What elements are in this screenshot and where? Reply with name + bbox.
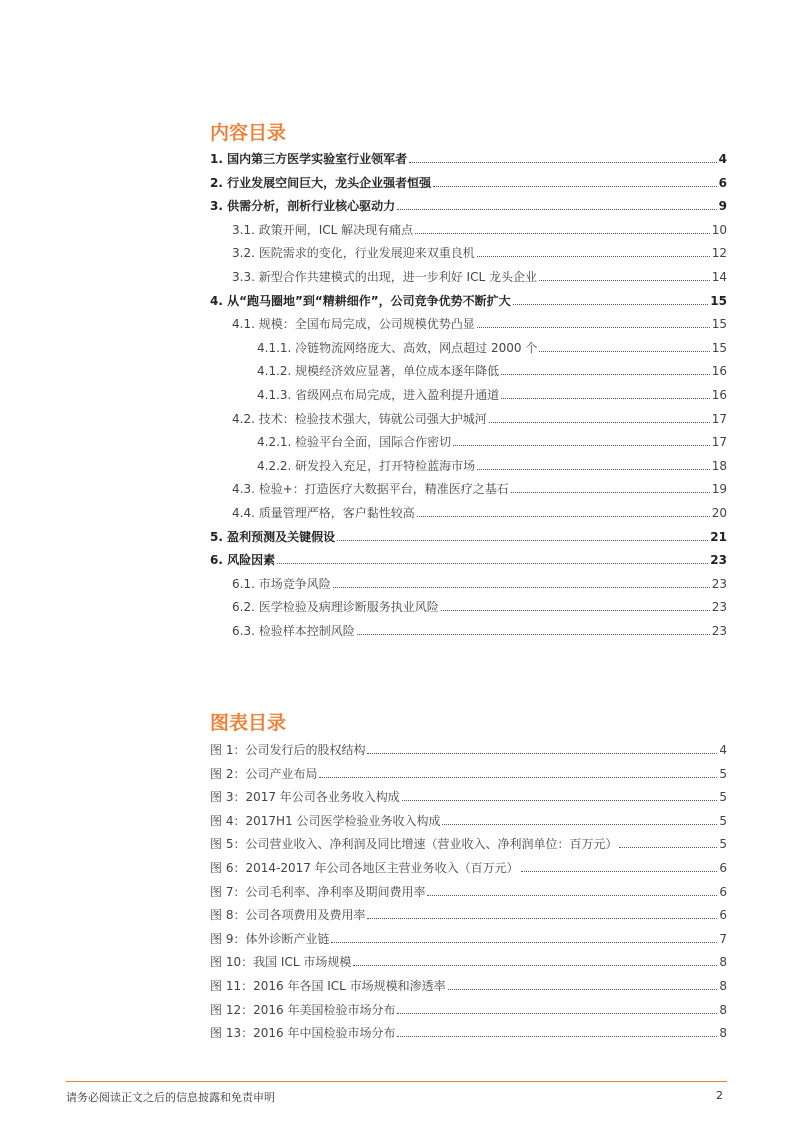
figure-entry-label: 图 4：2017H1 公司医学检验业务收入构成 <box>210 813 441 828</box>
dot-leader <box>448 989 718 990</box>
toc-entry-label: 6.1. 市场竞争风险 <box>232 576 331 591</box>
figure-entry[interactable] <box>210 975 727 993</box>
toc-entry[interactable] <box>232 573 727 591</box>
toc-entry[interactable] <box>210 148 727 166</box>
figure-entry[interactable] <box>210 904 727 922</box>
dot-leader <box>319 777 717 778</box>
figure-entry-label: 图 2：公司产业布局 <box>210 766 318 781</box>
figure-entry[interactable] <box>210 928 727 946</box>
dot-leader <box>619 847 717 848</box>
toc-entry-page: 19 <box>711 482 727 497</box>
figure-entry-label: 图 6：2014-2017 年公司各地区主营业务收入（百万元） <box>210 861 519 875</box>
figure-entry[interactable] <box>210 951 727 969</box>
figure-entry-label: 图 13：2016 年中国检验市场分布 <box>210 1026 396 1041</box>
figure-entry-page: 6 <box>719 861 727 875</box>
figure-entry[interactable] <box>210 1022 727 1040</box>
figure-entry-label: 图 7：公司毛利率、净利率及期间费用率 <box>210 884 426 899</box>
figure-entry-label: 图 3：2017 年公司各业务收入构成 <box>210 790 400 805</box>
dot-leader <box>277 563 708 564</box>
toc-entry-label: 4.1.3. 省级网点布局完成，进入盈利提升通道 <box>257 388 500 402</box>
figure-entry[interactable] <box>210 833 727 851</box>
dot-leader <box>433 186 717 187</box>
dot-leader <box>513 304 709 305</box>
toc-entry[interactable] <box>232 219 727 237</box>
footer-page-number: 2 <box>716 1089 723 1102</box>
figure-list-title: 图表目录 <box>210 712 287 734</box>
toc-entry-label: 6. 风险因素 <box>210 553 276 568</box>
toc-entry-page: 23 <box>711 576 727 591</box>
toc-entry-page: 23 <box>710 553 727 568</box>
toc-entry-page: 15 <box>711 340 727 355</box>
toc-entry[interactable] <box>232 478 727 496</box>
toc-entry[interactable] <box>257 431 727 449</box>
toc-entry-page: 12 <box>711 246 727 261</box>
dot-leader <box>441 610 710 611</box>
footer-divider <box>66 1081 727 1082</box>
toc-entry-label: 1. 国内第三方医学实验室行业领军者 <box>210 152 408 166</box>
dot-leader <box>353 965 717 966</box>
figure-entry[interactable] <box>210 857 727 875</box>
toc-entry-label: 3.2. 医院需求的变化，行业发展迎来双重良机 <box>232 246 475 261</box>
toc-entry-page: 20 <box>711 506 727 520</box>
toc-entry-page: 16 <box>711 388 727 402</box>
figure-entry-page: 5 <box>719 766 727 781</box>
toc-entry[interactable] <box>232 502 727 520</box>
toc-entry-label: 4.4. 质量管理严格，客户黏性较高 <box>232 506 415 520</box>
toc-entry-label: 3. 供需分析，剖析行业核心驱动力 <box>210 199 396 214</box>
dot-leader <box>397 1036 717 1037</box>
figure-entry-label: 图 1：公司发行后的股权结构 <box>210 743 366 757</box>
toc-entry-page: 15 <box>710 293 727 308</box>
toc-entry-label: 4.2.2. 研发投入充足，打开特检蓝海市场 <box>257 458 476 473</box>
dot-leader <box>539 351 709 352</box>
dot-leader <box>367 753 717 754</box>
figure-entry-page: 8 <box>719 955 727 970</box>
figure-entry-page: 4 <box>719 743 727 757</box>
toc-entry-page: 17 <box>711 435 727 450</box>
toc-entry-label: 4.2. 技术：检验技术强大，铸就公司强大护城河 <box>232 411 487 426</box>
figure-entry-page: 5 <box>719 813 727 828</box>
figure-entry-page: 6 <box>719 908 727 923</box>
dot-leader <box>477 469 710 470</box>
toc-entry-label: 4.3. 检验+：打造医疗大数据平台，精准医疗之基石 <box>232 482 509 497</box>
toc-entry-label: 4.1. 规模：全国布局完成，公司规模优势凸显 <box>232 317 475 332</box>
toc-entry-page: 16 <box>711 364 727 379</box>
figure-entry-page: 8 <box>719 979 727 993</box>
toc-entry-label: 5. 盈利预测及关键假设 <box>210 529 336 544</box>
dot-leader <box>337 540 708 541</box>
toc-entry-page: 21 <box>710 529 727 544</box>
toc-entry-page: 4 <box>718 152 727 166</box>
figure-entry-page: 8 <box>719 1002 727 1017</box>
dot-leader <box>397 209 717 210</box>
dot-leader <box>477 327 710 328</box>
toc-entry-label: 2. 行业发展空间巨大，龙头企业强者恒强 <box>210 175 432 190</box>
dot-leader <box>501 398 710 399</box>
toc-entry-page: 23 <box>711 600 727 615</box>
dot-leader <box>501 374 710 375</box>
toc-entry-label: 3.3. 新型合作共建模式的出现，进一步利好 ICL 龙头企业 <box>232 270 537 284</box>
toc-entry[interactable] <box>257 337 727 355</box>
dot-leader <box>367 918 717 919</box>
toc-entry[interactable] <box>210 549 727 567</box>
toc-entry-label: 4. 从“跑马圈地”到“精耕细作”，公司竞争优势不断扩大 <box>210 293 511 308</box>
toc-entry-label: 4.1.2. 规模经济效应显著，单位成本逐年降低 <box>257 364 500 379</box>
toc-entry-label: 3.1. 政策开闸，ICL 解决现有痛点 <box>232 222 414 237</box>
toc-entry[interactable] <box>232 313 727 331</box>
figure-entry-label: 图 8：公司各项费用及费用率 <box>210 908 366 923</box>
dot-leader <box>402 800 718 801</box>
figure-entry[interactable] <box>210 881 727 899</box>
toc-entry[interactable] <box>232 242 727 260</box>
figure-entry-label: 图 5：公司营业收入、净利润及同比增速（营业收入、净利润单位：百万元） <box>210 837 618 852</box>
toc-title: 内容目录 <box>210 122 287 144</box>
toc-entry-page: 9 <box>718 199 727 214</box>
figure-entry-label: 图 11：2016 年各国 ICL 市场规模和渗透率 <box>210 979 446 993</box>
toc-entry[interactable] <box>257 455 727 473</box>
toc-entry-page: 23 <box>711 624 727 638</box>
figure-entry[interactable] <box>210 786 727 804</box>
toc-entry[interactable] <box>232 266 727 284</box>
dot-leader <box>409 162 717 163</box>
toc-entry-page: 10 <box>711 222 727 237</box>
figure-entry[interactable] <box>210 763 727 781</box>
toc-entry[interactable] <box>232 408 727 426</box>
toc-entry[interactable] <box>257 384 727 402</box>
figure-entry-page: 6 <box>719 884 727 899</box>
dot-leader <box>453 445 710 446</box>
figure-entry-page: 7 <box>719 931 727 946</box>
figure-entry-page: 5 <box>719 837 727 852</box>
toc-entry-page: 18 <box>711 458 727 473</box>
dot-leader <box>521 871 718 872</box>
dot-leader <box>357 634 710 635</box>
figure-entry[interactable] <box>210 739 727 757</box>
dot-leader <box>331 942 717 943</box>
figure-entry-page: 5 <box>719 790 727 805</box>
toc-entry-page: 15 <box>711 317 727 332</box>
toc-entry-label: 6.2. 医学检验及病理诊断服务执业风险 <box>232 600 439 615</box>
dot-leader <box>442 824 717 825</box>
figure-entry-label: 图 10：我国 ICL 市场规模 <box>210 955 352 970</box>
toc-entry-page: 17 <box>711 411 727 426</box>
toc-entry-page: 6 <box>718 175 727 190</box>
toc-entry-label: 4.1.1. 冷链物流网络庞大、高效，网点超过 2000 个 <box>257 340 538 355</box>
toc-entry[interactable] <box>257 360 727 378</box>
figure-entry[interactable] <box>210 999 727 1017</box>
dot-leader <box>477 256 710 257</box>
toc-entry-label: 6.3. 检验样本控制风险 <box>232 624 355 638</box>
figure-entry-page: 8 <box>719 1026 727 1041</box>
dot-leader <box>397 1013 717 1014</box>
footer-disclaimer: 请务必阅读正文之后的信息披露和免责申明 <box>66 1091 275 1104</box>
figure-entry-label: 图 9：体外诊断产业链 <box>210 931 330 946</box>
dot-leader <box>511 492 710 493</box>
toc-entry[interactable] <box>232 596 727 614</box>
toc-entry[interactable] <box>232 620 727 638</box>
toc-entry-label: 4.2.1. 检验平台全面，国际合作密切 <box>257 435 452 450</box>
dot-leader <box>427 895 717 896</box>
dot-leader <box>333 587 710 588</box>
toc-entry[interactable] <box>210 290 727 308</box>
figure-entry[interactable] <box>210 810 727 828</box>
toc-entry[interactable] <box>210 195 727 213</box>
dot-leader <box>415 233 710 234</box>
figure-entry-label: 图 12：2016 年美国检验市场分布 <box>210 1002 396 1017</box>
dot-leader <box>489 422 710 423</box>
toc-entry[interactable] <box>210 172 727 190</box>
dot-leader <box>539 280 710 281</box>
toc-entry[interactable] <box>210 526 727 544</box>
dot-leader <box>417 516 710 517</box>
toc-entry-page: 14 <box>711 270 727 284</box>
